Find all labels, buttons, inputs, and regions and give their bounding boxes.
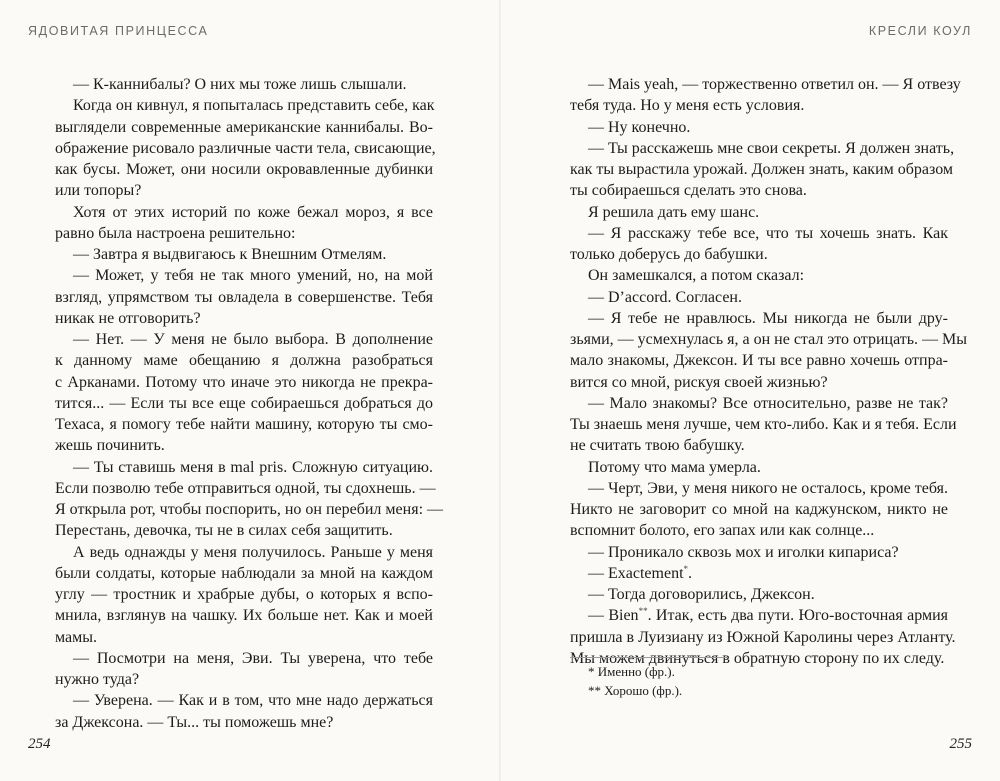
- text-line: — Exactement*.: [588, 563, 693, 582]
- text-line: Никто не заговорит со мной на каджунском, никто не: [570, 501, 948, 518]
- text-line: Он замешкался, а потом сказал:: [588, 267, 805, 285]
- text-line: Ты знаешь меня лучше, чем кто-либо. Как и я тебя. Если: [570, 416, 957, 433]
- text-line: Перестань, девочка, ты не в силах себя защитить.: [55, 522, 393, 540]
- text-line: мало знакомы, Джексон. И ты все равно хочешь отпра-: [570, 352, 948, 370]
- text-line: жешь починить.: [55, 437, 165, 455]
- running-head-right: КРЕСЛИ КОУЛ: [868, 24, 972, 38]
- page-number-right: 255: [949, 736, 972, 752]
- text-line: — Ну конечно.: [588, 118, 691, 136]
- text-line: — Мало знакомы? Все относительно, разве не так?: [588, 394, 948, 412]
- text-line: вспомнит болото, его запах или как солнце...: [570, 522, 875, 540]
- text-line: Я открыла рот, чтобы поспорить, но он перебил меня: —: [55, 501, 444, 518]
- text-line: — Ты ставишь меня в mal pris. Сложную ситуацию.: [73, 458, 433, 476]
- text-line: — Уверена. — Как и в том, что мне надо держаться: [73, 692, 433, 710]
- text-line: Когда он кивнул, я попыталась представить себе, как: [73, 97, 435, 115]
- footnote-marker: *: [683, 563, 689, 574]
- text-line: — Тогда договорились, Джексон.: [588, 586, 815, 603]
- text-line: к данному маме обещанию я должна разобраться: [55, 352, 433, 370]
- text-line: были солдаты, которые наблюдали за мной на каждом: [55, 564, 433, 582]
- footnote-marker: **: [638, 606, 648, 617]
- text-line: или топоры?: [55, 182, 142, 200]
- text-line: А ведь однажды у меня получилось. Раньше у меня: [73, 543, 433, 561]
- text-line: тебя туда. Но у меня есть условия.: [570, 97, 805, 115]
- text-line: углу — тростник и храбрые дубы, о которых я вспо-: [55, 586, 433, 603]
- text-line: не считать твою бабушку.: [570, 437, 745, 455]
- footnote-2: ** Хорошо (фр.).: [588, 683, 683, 698]
- text-line: — Bien**. Итак, есть два пути. Юго-восточная армия: [588, 606, 949, 625]
- text-line: за Джексона. — Ты... ты поможешь мне?: [55, 713, 334, 731]
- footnote-1: * Именно (фр.).: [588, 664, 675, 679]
- text-line: — Проникало сквозь мох и иголки кипариса?: [588, 543, 899, 561]
- text-line: ты собираешься сделать это снова.: [570, 182, 807, 200]
- page-number-left: 254: [28, 736, 51, 752]
- text-line: Если позволю тебе отправиться одной, ты сдохнешь. —: [55, 479, 436, 497]
- right-body-text: [570, 74, 968, 669]
- text-line: — К-каннибалы? О них мы тоже лишь слышали.: [73, 76, 407, 93]
- left-body-text: [55, 74, 444, 733]
- text-line: — D’accord. Согласен.: [588, 288, 742, 306]
- text-line: — Завтра я выдвигаюсь к Внешним Отмелям.: [73, 246, 387, 263]
- running-head-left: ЯДОВИТАЯ ПРИНЦЕССА: [28, 24, 209, 38]
- text-line: — Посмотри на меня, Эви. Ты уверена, что тебе: [73, 649, 433, 667]
- text-line: — Mais yeah, — торжественно ответил он. — Я отвезу: [588, 76, 961, 93]
- text-line: Техаса, я помогу тебе найти машину, которую ты смо-: [55, 416, 433, 433]
- footnotes: [588, 662, 682, 700]
- text-line: мамы.: [55, 628, 97, 646]
- right-page: [500, 0, 1000, 781]
- text-line: Мы можем двинуться в обратную сторону по их следу.: [570, 649, 945, 667]
- text-line: ображение рисовало различные части тела, свисающие,: [55, 139, 436, 157]
- text-line: мнила, взглянув на чашку. Их больше нет. Как и моей: [55, 607, 433, 625]
- text-line: Я решила дать ему шанс.: [588, 203, 760, 221]
- text-line: — Я расскажу тебе все, что ты хочешь знать. Как: [588, 224, 948, 242]
- text-line: нужно туда?: [55, 671, 140, 688]
- text-line: Потому что мама умерла.: [588, 458, 761, 476]
- text-line: выглядели современные американские каннибалы. Во-: [55, 118, 433, 136]
- text-line: вится со мной, рискуя своей жизнью?: [570, 373, 828, 391]
- text-line: — Может, у тебя не так много умений, но, на мой: [73, 267, 433, 285]
- text-line: взгляд, упрямством ты овладела в совершенстве. Тебя: [55, 288, 433, 306]
- text-line: никак не отговорить?: [55, 309, 201, 327]
- text-line: — Я тебе не нравлюсь. Мы никогда не были дру-: [588, 309, 948, 327]
- text-line: — Нет. — У меня не было выбора. В дополнение: [73, 331, 433, 348]
- text-line: пришла в Луизиану из Южной Каролины через Атланту.: [570, 628, 956, 646]
- footnote-divider: [570, 657, 728, 658]
- text-line: с Арканами. Потому что иначе это никогда не прекра-: [55, 373, 433, 391]
- text-line: — Ты расскажешь мне свои секреты. Я должен знать,: [588, 139, 955, 157]
- text-line: равно была настроена решительно:: [55, 224, 296, 242]
- text-line: как бусы. Может, они носили окровавленные дубинки: [55, 161, 433, 178]
- text-line: Хотя от этих историй по коже бежал мороз, я все: [73, 203, 433, 221]
- text-line: только доберусь до бабушки.: [570, 246, 768, 263]
- text-line: — Черт, Эви, у меня никого не осталось, кроме тебя.: [588, 479, 948, 497]
- text-line: тится... — Если ты все еще собираешься добраться до: [55, 394, 433, 412]
- text-line: как ты вырастила урожай. Должен знать, каким образом: [570, 161, 954, 178]
- text-line: зьями, — усмехнулась я, а он не стал это отрицать. — Мы: [570, 331, 968, 348]
